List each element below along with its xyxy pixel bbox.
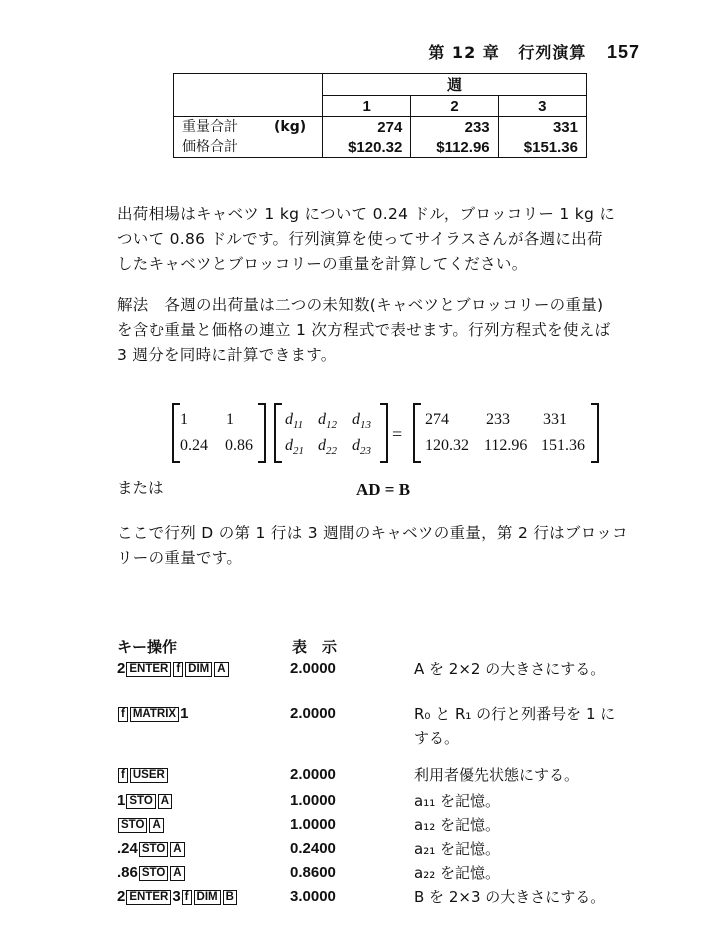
price-week-1: $120.32 xyxy=(323,137,411,158)
step-keys xyxy=(117,766,169,783)
calculator-key: STO xyxy=(139,842,168,857)
step-display: 2.0000 xyxy=(290,766,336,783)
solution-line-3: 3 週分を同時に計算できます。 xyxy=(117,346,337,364)
calculator-key: f xyxy=(182,890,192,905)
d-explanation-line-1: ここで行列 D の第 1 行は 3 週間のキャベツの重量，第 2 行はブロッコ xyxy=(117,524,628,542)
calculator-key: A xyxy=(170,842,184,857)
solution-line-2: を含む重量と価格の連立 1 次方程式で表せます。行列方程式を使えば xyxy=(117,321,611,339)
calculator-key: STO xyxy=(126,794,155,809)
step-description xyxy=(414,763,579,787)
d-21: $d_{21}$ xyxy=(285,437,304,458)
step-display: 1.0000 xyxy=(290,816,336,833)
week-col-2: 2 xyxy=(411,96,498,117)
row-label-weight: 重量合計 xyxy=(182,119,238,135)
step-description-line: a₂₁ を記憶。 xyxy=(414,840,500,858)
price-week-2: $112.96 xyxy=(411,137,498,158)
d-explanation xyxy=(117,521,647,571)
row-label-price: 価格合計 xyxy=(182,139,238,155)
matrix-d-right-bracket xyxy=(380,403,388,463)
week-col-1: 1 xyxy=(323,96,411,117)
step-keys xyxy=(117,888,238,905)
calculator-key: f xyxy=(173,662,183,677)
matrix-a-right-bracket xyxy=(258,403,266,463)
week-col-3: 3 xyxy=(498,96,586,117)
step-display: 2.0000 xyxy=(290,660,336,677)
calculator-key: B xyxy=(223,890,237,905)
step-description xyxy=(414,702,615,750)
d-12: $d_{12}$ xyxy=(318,411,337,432)
calculator-key: DIM xyxy=(194,890,221,905)
week-group-header: 週 xyxy=(323,74,587,96)
weight-week-2: 233 xyxy=(411,117,498,138)
b-23: 151.36 xyxy=(541,437,585,454)
solution-line-1: 解法 各週の出荷量は二つの未知数(キャベツとブロッコリーの重量) xyxy=(117,296,604,314)
calculator-key: ENTER xyxy=(126,890,171,905)
or-label: または xyxy=(117,479,164,497)
step-description xyxy=(414,813,500,837)
step-display: 0.2400 xyxy=(290,840,336,857)
b-22: 112.96 xyxy=(484,437,528,454)
step-keys xyxy=(117,792,173,809)
page-number: 157 xyxy=(606,42,640,62)
calculator-key: USER xyxy=(130,768,168,783)
key-digit: 2 xyxy=(117,660,126,677)
calculator-key: f xyxy=(118,768,128,783)
matrix-b-left-bracket xyxy=(413,403,421,463)
d-explanation-line-2: リーの重量です。 xyxy=(117,549,243,567)
step-description-line: A を 2×2 の大きさにする。 xyxy=(414,660,606,678)
weight-unit: (kg) xyxy=(274,119,307,135)
step-description xyxy=(414,861,500,885)
b-12: 233 xyxy=(486,411,510,428)
b-21: 120.32 xyxy=(425,437,469,454)
weight-week-3: 331 xyxy=(498,117,586,138)
d-22: $d_{22}$ xyxy=(318,437,337,458)
calculator-key: DIM xyxy=(185,662,212,677)
step-description xyxy=(414,657,605,681)
step-display: 2.0000 xyxy=(290,705,336,722)
step-display: 0.8600 xyxy=(290,864,336,881)
step-description-line: a₂₂ を記憶。 xyxy=(414,864,500,882)
matrix-d-left-bracket xyxy=(274,403,282,463)
matrix-a-left-bracket xyxy=(172,403,180,463)
weight-week-1: 274 xyxy=(323,117,411,138)
display-header: 表 示 xyxy=(292,638,338,656)
step-description-line: B を 2×3 の大きさにする。 xyxy=(414,888,606,906)
chapter-label: 第 12 章 xyxy=(428,43,500,62)
a-11: 1 xyxy=(180,411,188,428)
step-keys xyxy=(117,840,186,857)
step-description xyxy=(414,837,500,861)
a-22: 0.86 xyxy=(225,437,253,454)
a-21: 0.24 xyxy=(180,437,208,454)
key-digit: 2 xyxy=(117,888,126,905)
step-display: 3.0000 xyxy=(290,888,336,905)
calculator-key: STO xyxy=(139,866,168,881)
step-display: 1.0000 xyxy=(290,792,336,809)
d-23: $d_{23}$ xyxy=(352,437,371,458)
key-digit: 3 xyxy=(172,888,181,905)
problem-line-3: したキャベツとブロッコリーの重量を計算してください。 xyxy=(117,255,528,273)
b-11: 274 xyxy=(425,411,449,428)
key-digit: 1 xyxy=(180,705,189,722)
calculator-key: MATRIX xyxy=(130,707,179,722)
step-keys xyxy=(117,864,186,881)
calculator-key: A xyxy=(170,866,184,881)
calculator-key: A xyxy=(149,818,163,833)
keys-header: キー操作 xyxy=(117,638,178,656)
step-description-line: R₀ と R₁ の行と列番号を 1 に xyxy=(414,705,616,723)
step-description xyxy=(414,789,500,813)
compact-equation: AD = B xyxy=(356,480,411,499)
problem-line-1: 出荷相場はキャベツ 1 kg について 0.24 ドル，ブロッコリー 1 kg に xyxy=(117,205,616,223)
key-digit: .86 xyxy=(117,864,138,881)
price-week-3: $151.36 xyxy=(498,137,586,158)
key-digit: .24 xyxy=(117,840,138,857)
d-11: $d_{11}$ xyxy=(285,411,304,432)
chapter-title: 行列演算 xyxy=(518,43,587,62)
matrix-b-right-bracket xyxy=(591,403,599,463)
a-12: 1 xyxy=(226,411,234,428)
calculator-key: ENTER xyxy=(126,662,171,677)
step-keys xyxy=(117,705,188,722)
step-description-line: a₁₁ を記憶。 xyxy=(414,792,500,810)
b-13: 331 xyxy=(543,411,567,428)
calculator-key: STO xyxy=(118,818,147,833)
calculator-key: A xyxy=(158,794,172,809)
step-description-line: a₁₂ を記憶。 xyxy=(414,816,500,834)
step-description-line: する。 xyxy=(414,729,460,747)
key-digit: 1 xyxy=(117,792,126,809)
step-keys xyxy=(117,660,230,677)
equals-sign: = xyxy=(392,424,403,444)
step-keys xyxy=(117,816,165,833)
step-description xyxy=(414,885,605,909)
calculator-key: A xyxy=(214,662,228,677)
problem-line-2: ついて 0.86 ドルです。行列演算を使ってサイラスさんが各週に出荷 xyxy=(117,230,603,248)
step-description-line: 利用者優先状態にする。 xyxy=(414,766,580,784)
d-13: $d_{13}$ xyxy=(352,411,371,432)
calculator-key: f xyxy=(118,707,128,722)
